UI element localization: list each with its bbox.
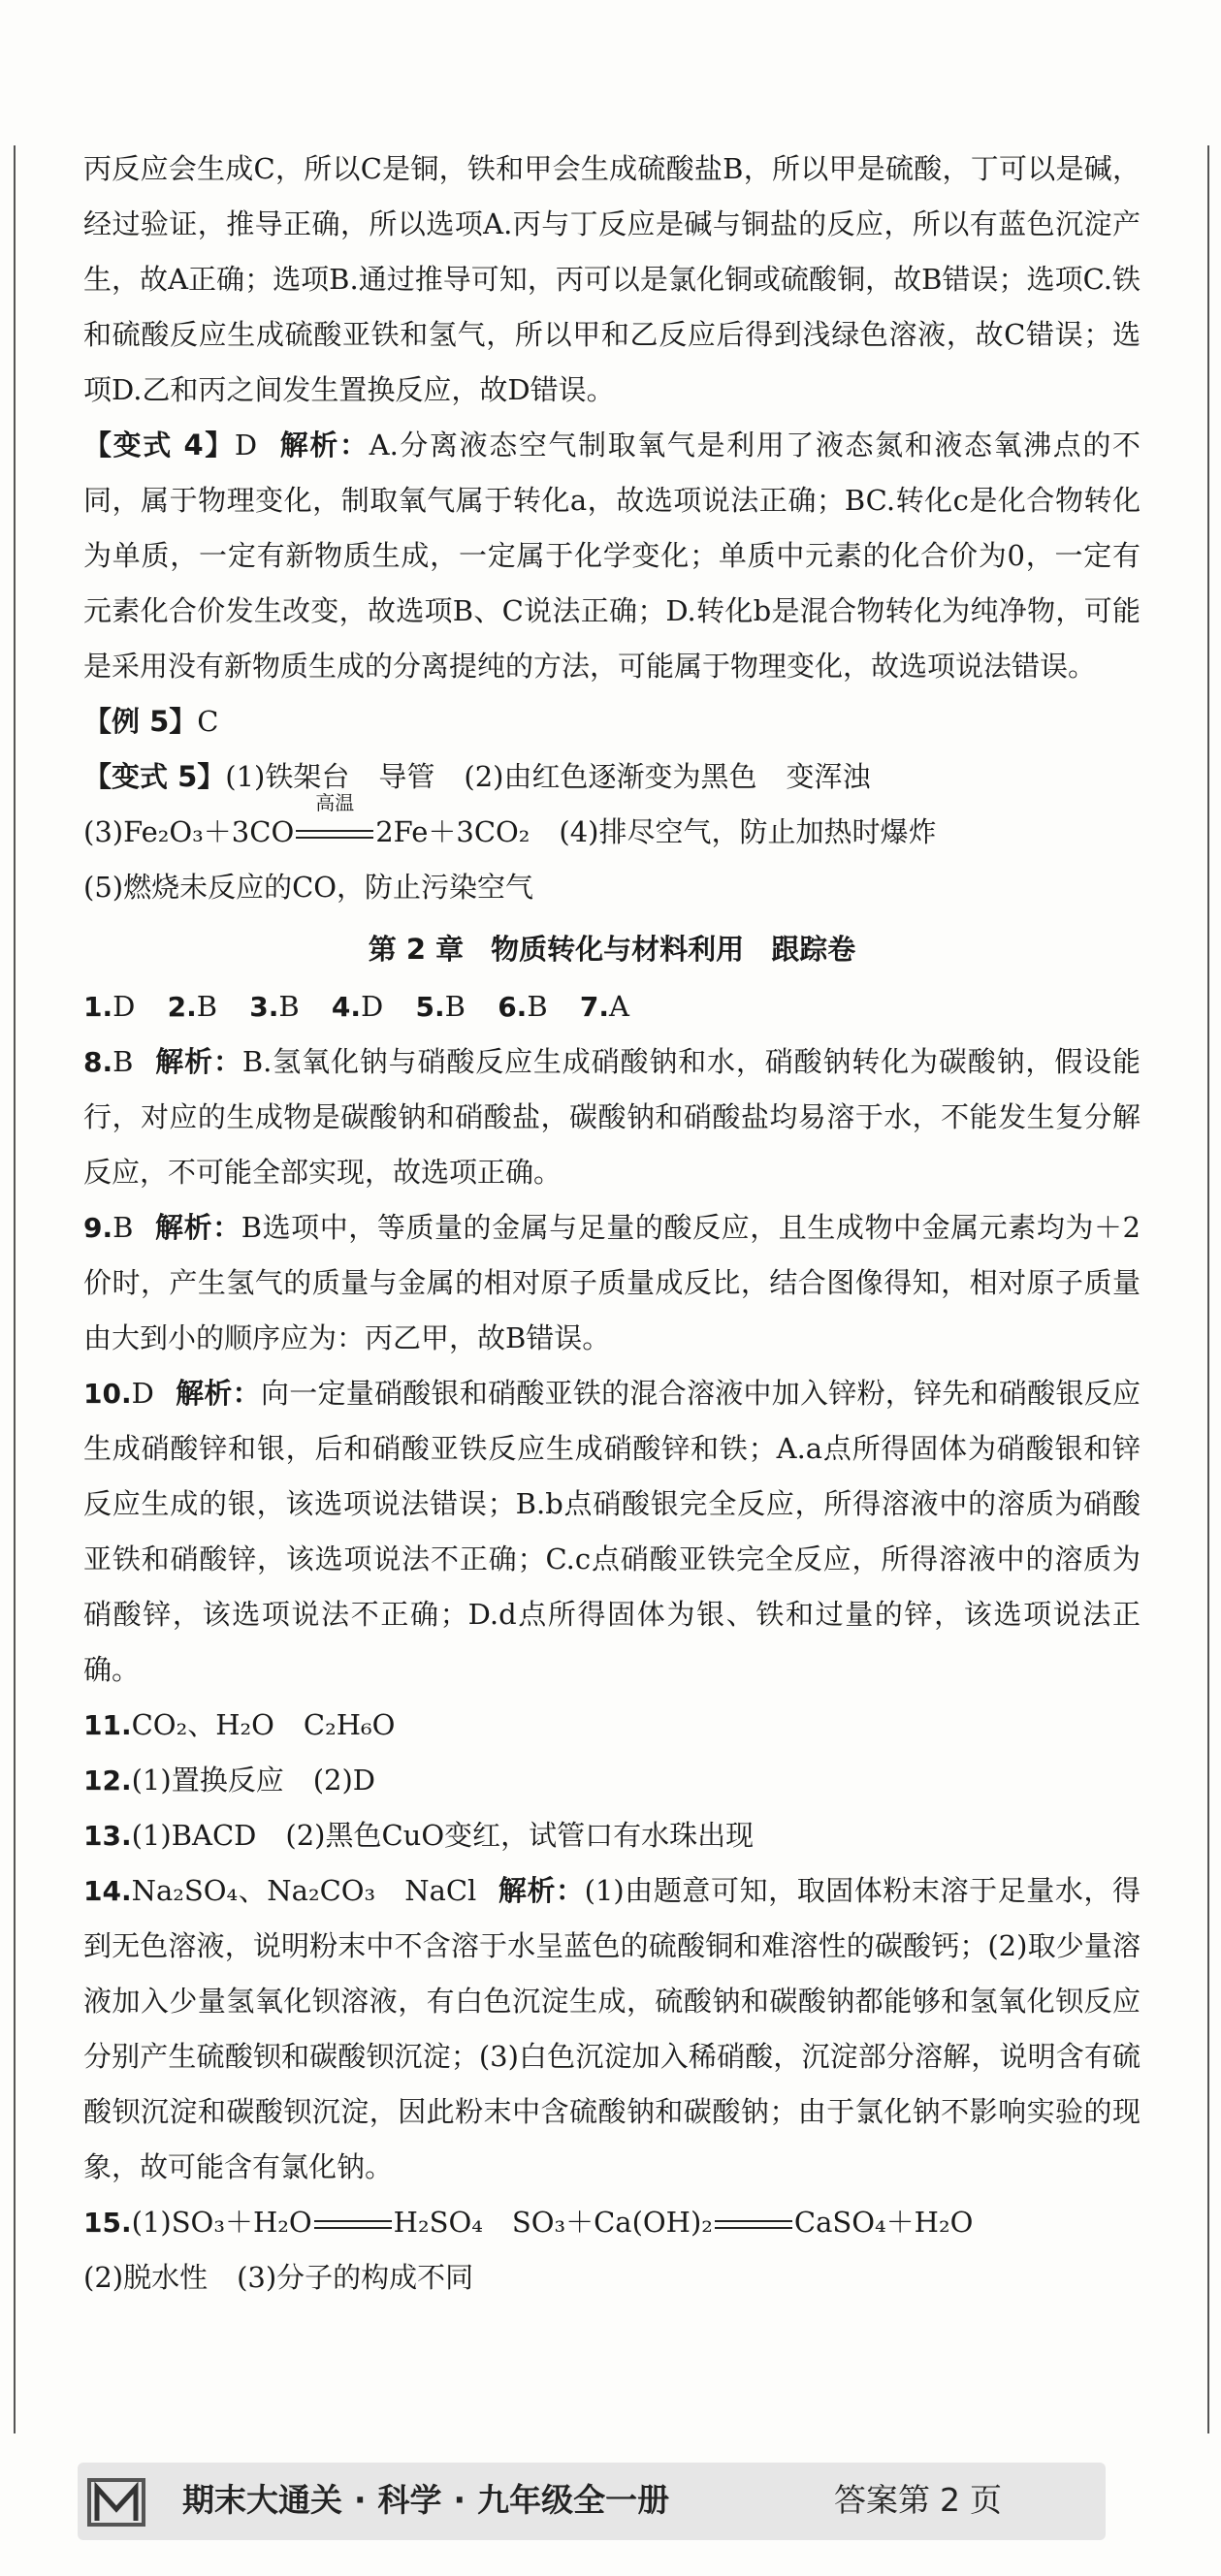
q15-num: 15. — [83, 2207, 132, 2239]
variant5-part2: (2)由红色逐渐变为黑色 — [464, 760, 757, 793]
variant5-tag: 【变式 5】 — [83, 760, 226, 793]
brand-logo-icon — [85, 2470, 147, 2532]
q13-answer-b: (2)黑色CuO变红，试管口有水珠出现 — [285, 1819, 755, 1852]
q14-answer-b: NaCl — [404, 1874, 477, 1907]
q12-paragraph — [83, 1753, 1141, 1808]
q15-eq2-right: CaSO₄＋H₂O — [793, 2206, 974, 2239]
q10-analysis-label: 解析： — [175, 1377, 261, 1410]
q9-analysis-text: B选项中，等质量的金属与足量的酸反应，且生成物中金属元素均为＋2价时，产生氢气的质量与金属的相对原子质量成反比，结合图像得知，相对原子质量由大到小的顺序应为：丙乙甲，故B错误。 — [83, 1211, 1141, 1354]
q11-answer-b: C₂H₆O — [303, 1708, 396, 1741]
q13-paragraph — [83, 1808, 1141, 1863]
mc-num: 7. — [579, 991, 609, 1023]
q12-answer-b: (2)D — [312, 1764, 376, 1797]
variant4-analysis-text: A.分离液态空气制取氧气是利用了液态氮和液态氧沸点的不同，属于物理变化，制取氧气属于转化a，故选项说法正确；BC.转化c是化合物转化为单质，一定有新物质生成，一定属于化学变化；单质中元素的化合价为0，一定有元素化合价发生改变，故选项B、C说法正确；D.转化b是混合物转化为纯净物，可能是采用没有新物质生成的分离提纯的方法，可能属于物理变化，故选项说法错误。 — [83, 429, 1141, 683]
section-name: 物质转化与材料利用 — [491, 933, 745, 966]
variant4-analysis-label: 解析： — [278, 429, 370, 461]
q10-num: 10. — [83, 1378, 132, 1410]
q10-answer: D — [131, 1377, 154, 1410]
q11-num: 11. — [83, 1709, 132, 1741]
q11-paragraph — [83, 1698, 1141, 1753]
mc-num: 1. — [83, 991, 113, 1023]
footer-page-suffix: 页 — [970, 2481, 1002, 2519]
q15-line2 — [83, 2250, 1141, 2306]
q15-part3: (3)分子的构成不同 — [237, 2261, 474, 2294]
q13-answer-a: (1)BACD — [131, 1819, 257, 1852]
q12-num: 12. — [83, 1765, 132, 1797]
example5-answer: C — [197, 705, 219, 738]
example5-paragraph — [83, 694, 1141, 749]
q10-analysis-text: 向一定量硝酸银和硝酸亚铁的混合溶液中加入锌粉，锌先和硝酸银反应生成硝酸锌和银，后和硝酸亚铁反应生成硝酸锌和铁；A.a点所得固体为硝酸银和锌反应生成的银，该选项说法错误；B.b点硝酸银完全反应，所得溶液中的溶质为硝酸亚铁和硝酸锌，该选项说法不正确；C.c点硝酸亚铁完全反应，所得溶液中的溶质为硝酸锌，该选项说法不正确；D.d点所得固体为银、铁和过量的锌，该选项说法正确。 — [83, 1377, 1141, 1686]
variant5-part1b: 导管 — [378, 760, 435, 793]
footer-page-number — [834, 2476, 1002, 2525]
q8-analysis-label: 解析： — [154, 1045, 242, 1078]
variant5-part1: (1)铁架台 — [225, 760, 350, 793]
footer-grade: 九年级全一册 — [477, 2481, 670, 2519]
q9-answer: B — [112, 1211, 134, 1244]
q14-analysis-text: (1)由题意可知，取固体粉末溶于足量水，得到无色溶液，说明粉末中不含溶于水呈蓝色的硫酸铜和难溶性的碳酸钙；(2)取少量溶液加入少量氢氧化钡溶液，有白色沉淀生成，硫酸钠和碳酸钠都能够和氢氧化钡反应分别产生硫酸钡和碳酸钡沉淀；(3)白色沉淀加入稀硝酸，沉淀部分溶解，说明含有硫酸钡沉淀和碳酸钡沉淀，因此粉末中含硫酸钠和碳酸钠；由于氯化钠不影响实验的现象，故可能含有氯化钠。 — [83, 1874, 1141, 2183]
variant4-tag: 【变式 4】 — [83, 429, 235, 461]
q8-paragraph — [83, 1034, 1141, 1200]
variant5-line3: (5)燃烧未反应的CO，防止污染空气 — [83, 871, 534, 904]
variant5-part2b: 变浑浊 — [786, 760, 871, 793]
variant5-line1 — [83, 749, 1141, 805]
q13-num: 13. — [83, 1820, 132, 1852]
equation-condition: 高温 — [315, 791, 355, 814]
equation-sign — [314, 2195, 392, 2250]
equation-sign — [296, 791, 373, 860]
variant5-eq-right: 2Fe＋3CO₂ — [375, 815, 530, 848]
left-margin-rule — [14, 145, 16, 2433]
mc-answers — [83, 979, 1141, 1034]
q15-eq1-right: H₂SO₄ — [393, 2206, 483, 2239]
variant5-part4: (4)排尽空气，防止加热时爆炸 — [559, 815, 937, 848]
page-footer — [78, 2463, 1106, 2540]
q8-answer: B — [112, 1045, 134, 1078]
mc-num: 4. — [331, 991, 362, 1023]
footer-brand: 期末大通关 — [182, 2481, 342, 2519]
mc-answer: B — [196, 990, 218, 1023]
footer-page-num: 2 — [940, 2481, 960, 2519]
equation-sign — [715, 2195, 792, 2250]
q15-eq1-left: (1)SO₃＋H₂O — [131, 2206, 312, 2239]
mc-answer: A — [608, 990, 629, 1023]
q8-num: 8. — [83, 1046, 113, 1078]
example5-tag: 【例 5】 — [83, 705, 198, 738]
mc-num: 2. — [167, 991, 197, 1023]
q9-paragraph — [83, 1200, 1141, 1366]
mc-num: 3. — [249, 991, 279, 1023]
footer-title: 期末大通关 · 科学 · 九年级全一册 — [182, 2481, 670, 2519]
q11-answer-a: CO₂、H₂O — [131, 1708, 274, 1741]
q10-paragraph — [83, 1366, 1141, 1698]
footer-subject: 科学 — [377, 2481, 442, 2519]
q15-line1 — [83, 2195, 1141, 2250]
right-margin-rule — [1207, 145, 1209, 2433]
section-title — [83, 919, 1141, 979]
variant4-answer: D — [234, 429, 258, 461]
mc-num: 5. — [415, 991, 445, 1023]
footer-page-prefix: 答案第 — [834, 2481, 930, 2519]
mc-answer: D — [112, 990, 136, 1023]
variant5-line2 — [83, 791, 1141, 860]
q14-analysis-label: 解析： — [498, 1874, 585, 1907]
mc-num: 6. — [498, 991, 528, 1023]
q15-part2: (2)脱水性 — [83, 2261, 209, 2294]
section-kind: 跟踪卷 — [771, 933, 856, 966]
q9-analysis-label: 解析： — [154, 1211, 241, 1244]
q12-answer-a: (1)置换反应 — [131, 1764, 284, 1797]
answer-content — [83, 142, 1141, 2306]
q14-paragraph — [83, 1863, 1141, 2195]
mc-answer: B — [527, 990, 548, 1023]
q8-analysis-text: B.氢氧化钠与硝酸反应生成硝酸钠和水，硝酸钠转化为碳酸钠，假设能行，对应的生成物是碳酸钠和硝酸盐，碳酸钠和硝酸盐均易溶于水，不能发生复分解反应，不可能全部实现，故选项正确。 — [83, 1045, 1141, 1189]
mc-answer: B — [278, 990, 300, 1023]
variant4-paragraph — [83, 418, 1141, 694]
continuation-paragraph: 丙反应会生成C，所以C是铜，铁和甲会生成硫酸盐B，所以甲是硫酸，丁可以是碱，经过验证，推导正确，所以选项A.丙与丁反应是碱与铜盐的反应，所以有蓝色沉淀产生，故A正确；选项B.通过推导可知，丙可以是氯化铜或硫酸铜，故B错误；选项C.铁和硫酸反应生成硫酸亚铁和氢气，所以甲和乙反应后得到浅绿色溶液，故C错误；选项D.乙和丙之间发生置换反应，故D错误。 — [83, 152, 1141, 406]
section-chapter: 第 2 章 — [368, 933, 465, 966]
q14-num: 14. — [83, 1875, 132, 1907]
mc-answer: B — [444, 990, 466, 1023]
q14-answer-a: Na₂SO₄、Na₂CO₃ — [131, 1874, 376, 1907]
mc-answer: D — [361, 990, 384, 1023]
q15-eq2-left: SO₃＋Ca(OH)₂ — [511, 2206, 713, 2239]
q9-num: 9. — [83, 1212, 113, 1244]
variant5-eq-left: (3)Fe₂O₃＋3CO — [83, 815, 295, 848]
